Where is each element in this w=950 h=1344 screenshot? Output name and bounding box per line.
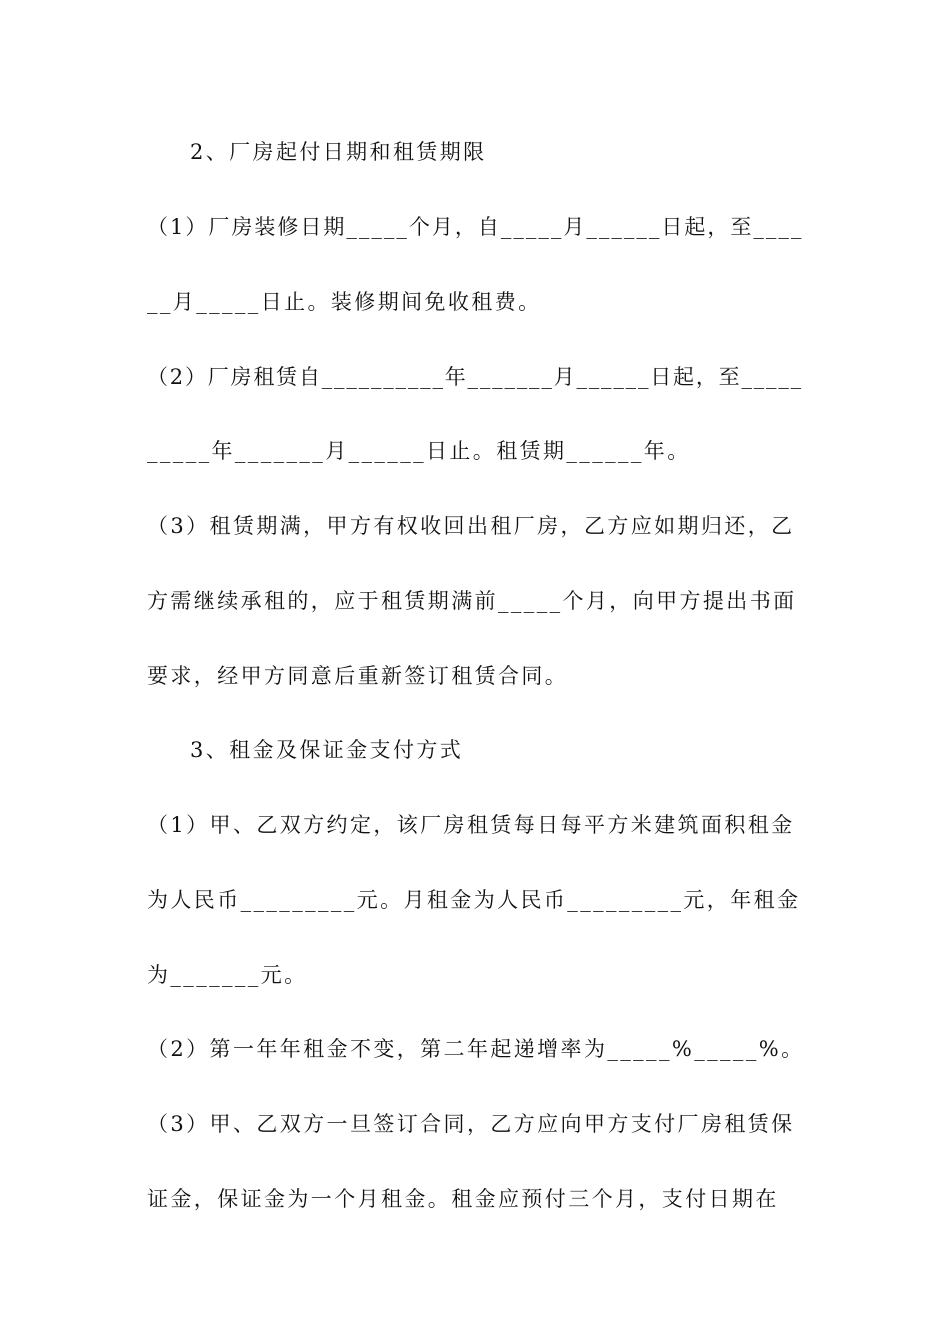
clause-2-1-line-1: （1）厂房装修日期_____个月，自_____月______日起，至____ — [147, 215, 804, 239]
clause-3-3-line-1: （3）甲、乙双方一旦签订合同，乙方应向甲方支付厂房租赁保 — [147, 1112, 795, 1136]
clause-2-2-line-1: （2）厂房租赁自__________年_______月______日起，至_____ — [147, 365, 803, 389]
clause-2-3-line-1: （3）租赁期满，甲方有权收回出租厂房，乙方应如期归还，乙 — [147, 514, 795, 538]
section-heading-2: 2、厂房起付日期和租赁期限 — [190, 140, 487, 164]
clause-3-2-line-1: （2）第一年年租金不变，第二年起递增率为_____%_____%。 — [147, 1037, 805, 1061]
section-heading-3: 3、租金及保证金支付方式 — [190, 738, 464, 762]
clause-3-1-line-2: 为人民币_________元。月租金为人民币_________元，年租金 — [147, 888, 801, 912]
clause-3-3-line-2: 证金，保证金为一个月租金。租金应预付三个月，支付日期在 — [147, 1187, 779, 1211]
clause-3-1-line-3: 为_______元。 — [147, 963, 308, 987]
clause-3-1-line-1: （1）甲、乙双方约定，该厂房租赁每日每平方米建筑面积租金 — [147, 813, 795, 837]
clause-2-3-line-2: 方需继续承租的，应于租赁期满前_____个月，向甲方提出书面 — [147, 589, 797, 613]
clause-2-2-line-2: _____年_______月______日止。租赁期______年。 — [147, 439, 691, 463]
clause-2-1-line-2: __月_____日止。装修期间免收租费。 — [147, 290, 542, 314]
clause-2-3-line-3: 要求，经甲方同意后重新签订租赁合同。 — [147, 664, 569, 688]
